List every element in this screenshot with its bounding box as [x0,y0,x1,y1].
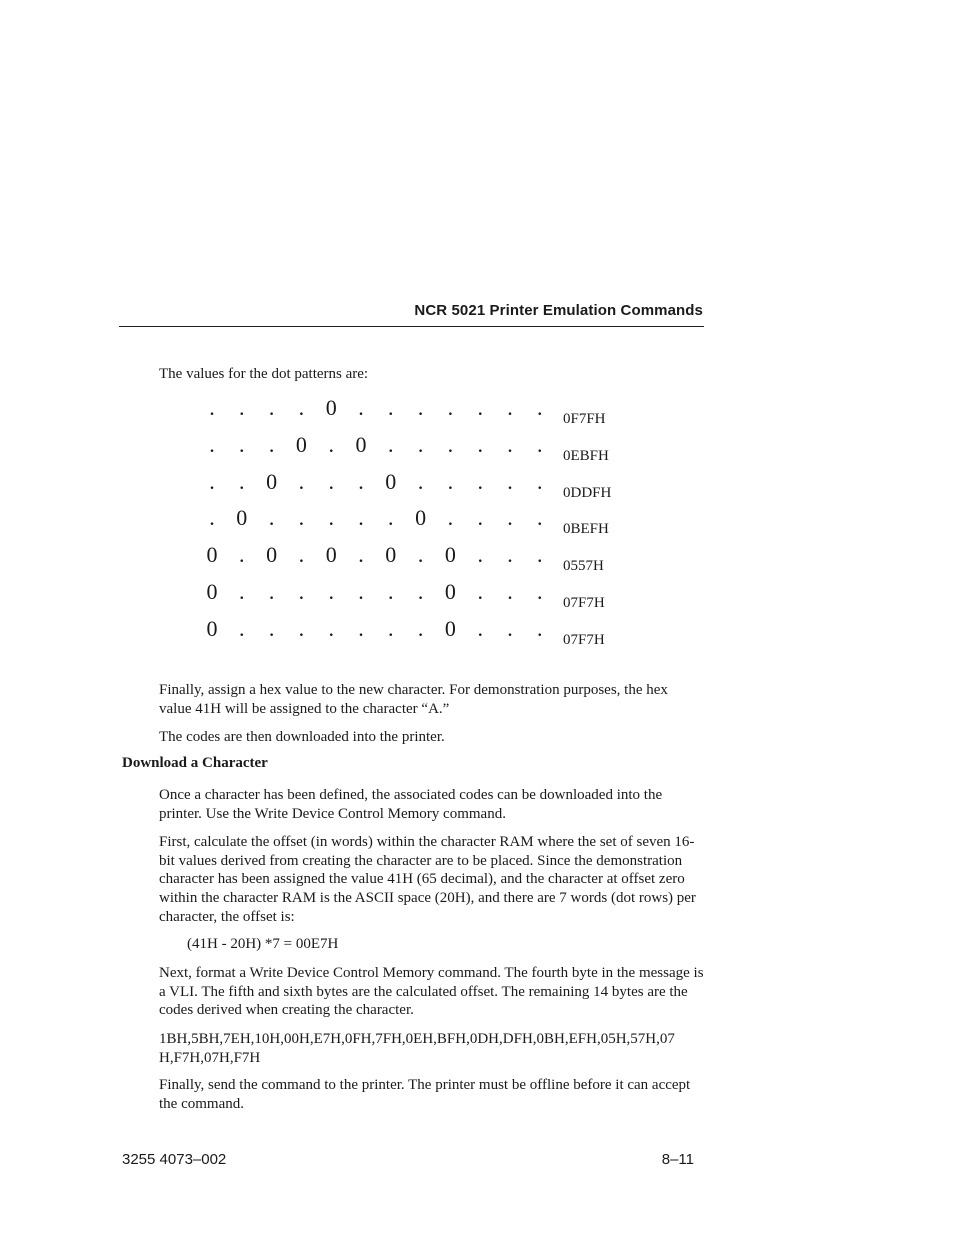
dot-row-hex-value: 0BEFH [563,521,609,538]
dot-off: . [268,505,275,531]
dot-on: 0 [355,431,367,457]
dot-off: . [298,468,305,494]
dot-off: . [358,542,364,568]
final-paragraph: Finally, send the command to the printer. The printer must be offline before it can accept the command. [159,1077,691,1112]
dot-off: . [537,468,543,494]
dot-off: . [298,395,305,420]
dot-on: 0 [266,542,278,568]
dot-off: . [298,579,305,604]
dot-off: . [417,395,424,420]
dot-off: . [537,505,543,531]
dot-off: . [268,395,275,420]
dot-off: . [209,395,215,420]
assign-paragraph: Finally, assign a hex value to the new character. For demonstration purposes, the hex value 41H will be assigned to the character “A.” [159,682,668,717]
section-heading: Download a Character [122,755,268,771]
dot-off: . [417,468,424,494]
dot-off: . [358,468,364,494]
intro-paragraph: The values for the dot patterns are: [159,366,369,382]
dot-off: . [477,615,483,641]
dot-off: . [477,468,483,494]
dot-off: . [477,395,483,420]
dot-off: . [328,468,334,494]
codes-paragraph: The codes are then downloaded into the printer. [159,729,445,745]
dot-off: . [239,615,245,641]
dot-row-hex-value: 0557H [563,558,604,575]
dot-on: 0 [206,579,218,604]
dot-off: . [537,542,543,568]
page-number: 8–11 [661,1151,694,1168]
dot-row-hex-value: 0EBFH [563,447,609,464]
dot-off: . [239,431,245,457]
dot-on: 0 [415,505,427,531]
offset-paragraph: First, calculate the offset (in words) within the character RAM where the set of seven 16-bit values derived from creating the character are to be placed. Since the demonstration character has been assigned the value 41H (65 decimal), and the character at offset zero within the character RAM is the ASCII space (20H), and there are 7 words (dot rows) per character, the offset is: [159,834,696,925]
dot-off: . [298,505,305,531]
dot-off: . [328,615,334,641]
dot-off: . [447,395,454,420]
dot-on: 0 [385,468,397,494]
dot-off: . [447,505,454,531]
dot-row-hex-value: 07F7H [563,631,605,648]
dot-off: . [507,431,513,457]
code-line: 1BH,5BH,7EH,10H,00H,E7H,0FH,7FH,0EH,BFH,0DH,DFH,0BH,EFH,05H,57H,07 [159,1031,675,1047]
dot-off: . [507,579,513,604]
dot-row-hex-value: 0F7FH [563,411,606,427]
dot-off: . [268,579,275,604]
dot-off: . [507,468,513,494]
document-number: 3255 4073–002 [122,1151,227,1168]
dot-off: . [447,468,454,494]
dot-off: . [328,579,334,604]
running-header-title: NCR 5021 Printer Emulation Commands [414,302,703,319]
dot-on: 0 [325,542,337,568]
code-line: H,F7H,07H,F7H [159,1049,261,1066]
dot-off: . [417,542,424,568]
dot-off: . [239,395,245,420]
dot-off: . [388,615,394,641]
dot-on: 0 [385,542,397,568]
dot-off: . [537,395,543,420]
dot-on: 0 [444,579,456,604]
offset-formula: (41H - 20H) *7 = 00E7H [187,936,339,952]
dot-off: . [447,431,454,457]
dot-off: . [388,431,394,457]
dot-off: . [328,505,334,531]
dot-off: . [239,579,245,604]
dot-on: 0 [206,615,218,641]
dot-on: 0 [236,505,248,531]
dot-on: 0 [325,395,337,420]
dot-off: . [477,542,483,568]
dot-off: . [477,505,483,531]
dot-off: . [388,579,394,604]
dot-off: . [507,395,513,420]
dot-off: . [268,615,275,641]
dot-on: 0 [206,542,218,568]
dot-off: . [239,542,245,568]
dot-off: . [477,431,483,457]
dot-off: . [417,579,424,604]
dot-off: . [388,395,394,420]
dot-off: . [507,615,513,641]
header-rule [119,326,704,327]
dot-on: 0 [266,468,278,494]
dot-off: . [209,468,215,494]
dot-off: . [537,431,543,457]
dot-off: . [507,542,513,568]
dot-off: . [298,542,305,568]
dot-row-hex-value: 0DDFH [563,484,612,501]
dot-off: . [209,431,215,457]
dot-on: 0 [444,615,456,641]
dot-off: . [268,431,275,457]
dot-off: . [209,505,215,531]
dot-on: 0 [295,431,307,457]
dot-off: . [477,579,483,604]
dot-off: . [358,615,364,641]
dot-off: . [417,431,424,457]
dot-on: 0 [444,542,456,568]
dot-off: . [358,505,364,531]
dot-off: . [537,579,543,604]
dot-row-hex-value: 07F7H [563,595,605,611]
dot-off: . [239,468,245,494]
dot-off: . [328,431,334,457]
dot-off: . [417,615,424,641]
dot-off: . [507,505,513,531]
dot-off: . [358,579,364,604]
dot-off: . [358,395,364,420]
once-paragraph: Once a character has been defined, the associated codes can be downloaded into the printer. Use the Write Device Control Memory command. [159,787,663,822]
format-paragraph: Next, format a Write Device Control Memory command. The fourth byte in the message is a VLI. The fifth and sixth bytes are the calculated offset. The remaining 14 bytes are the codes derived when creating the character. [159,965,704,1019]
dot-off: . [388,505,394,531]
code-sequence [159,1030,704,1067]
dot-off: . [537,615,543,641]
dot-off: . [298,615,305,641]
